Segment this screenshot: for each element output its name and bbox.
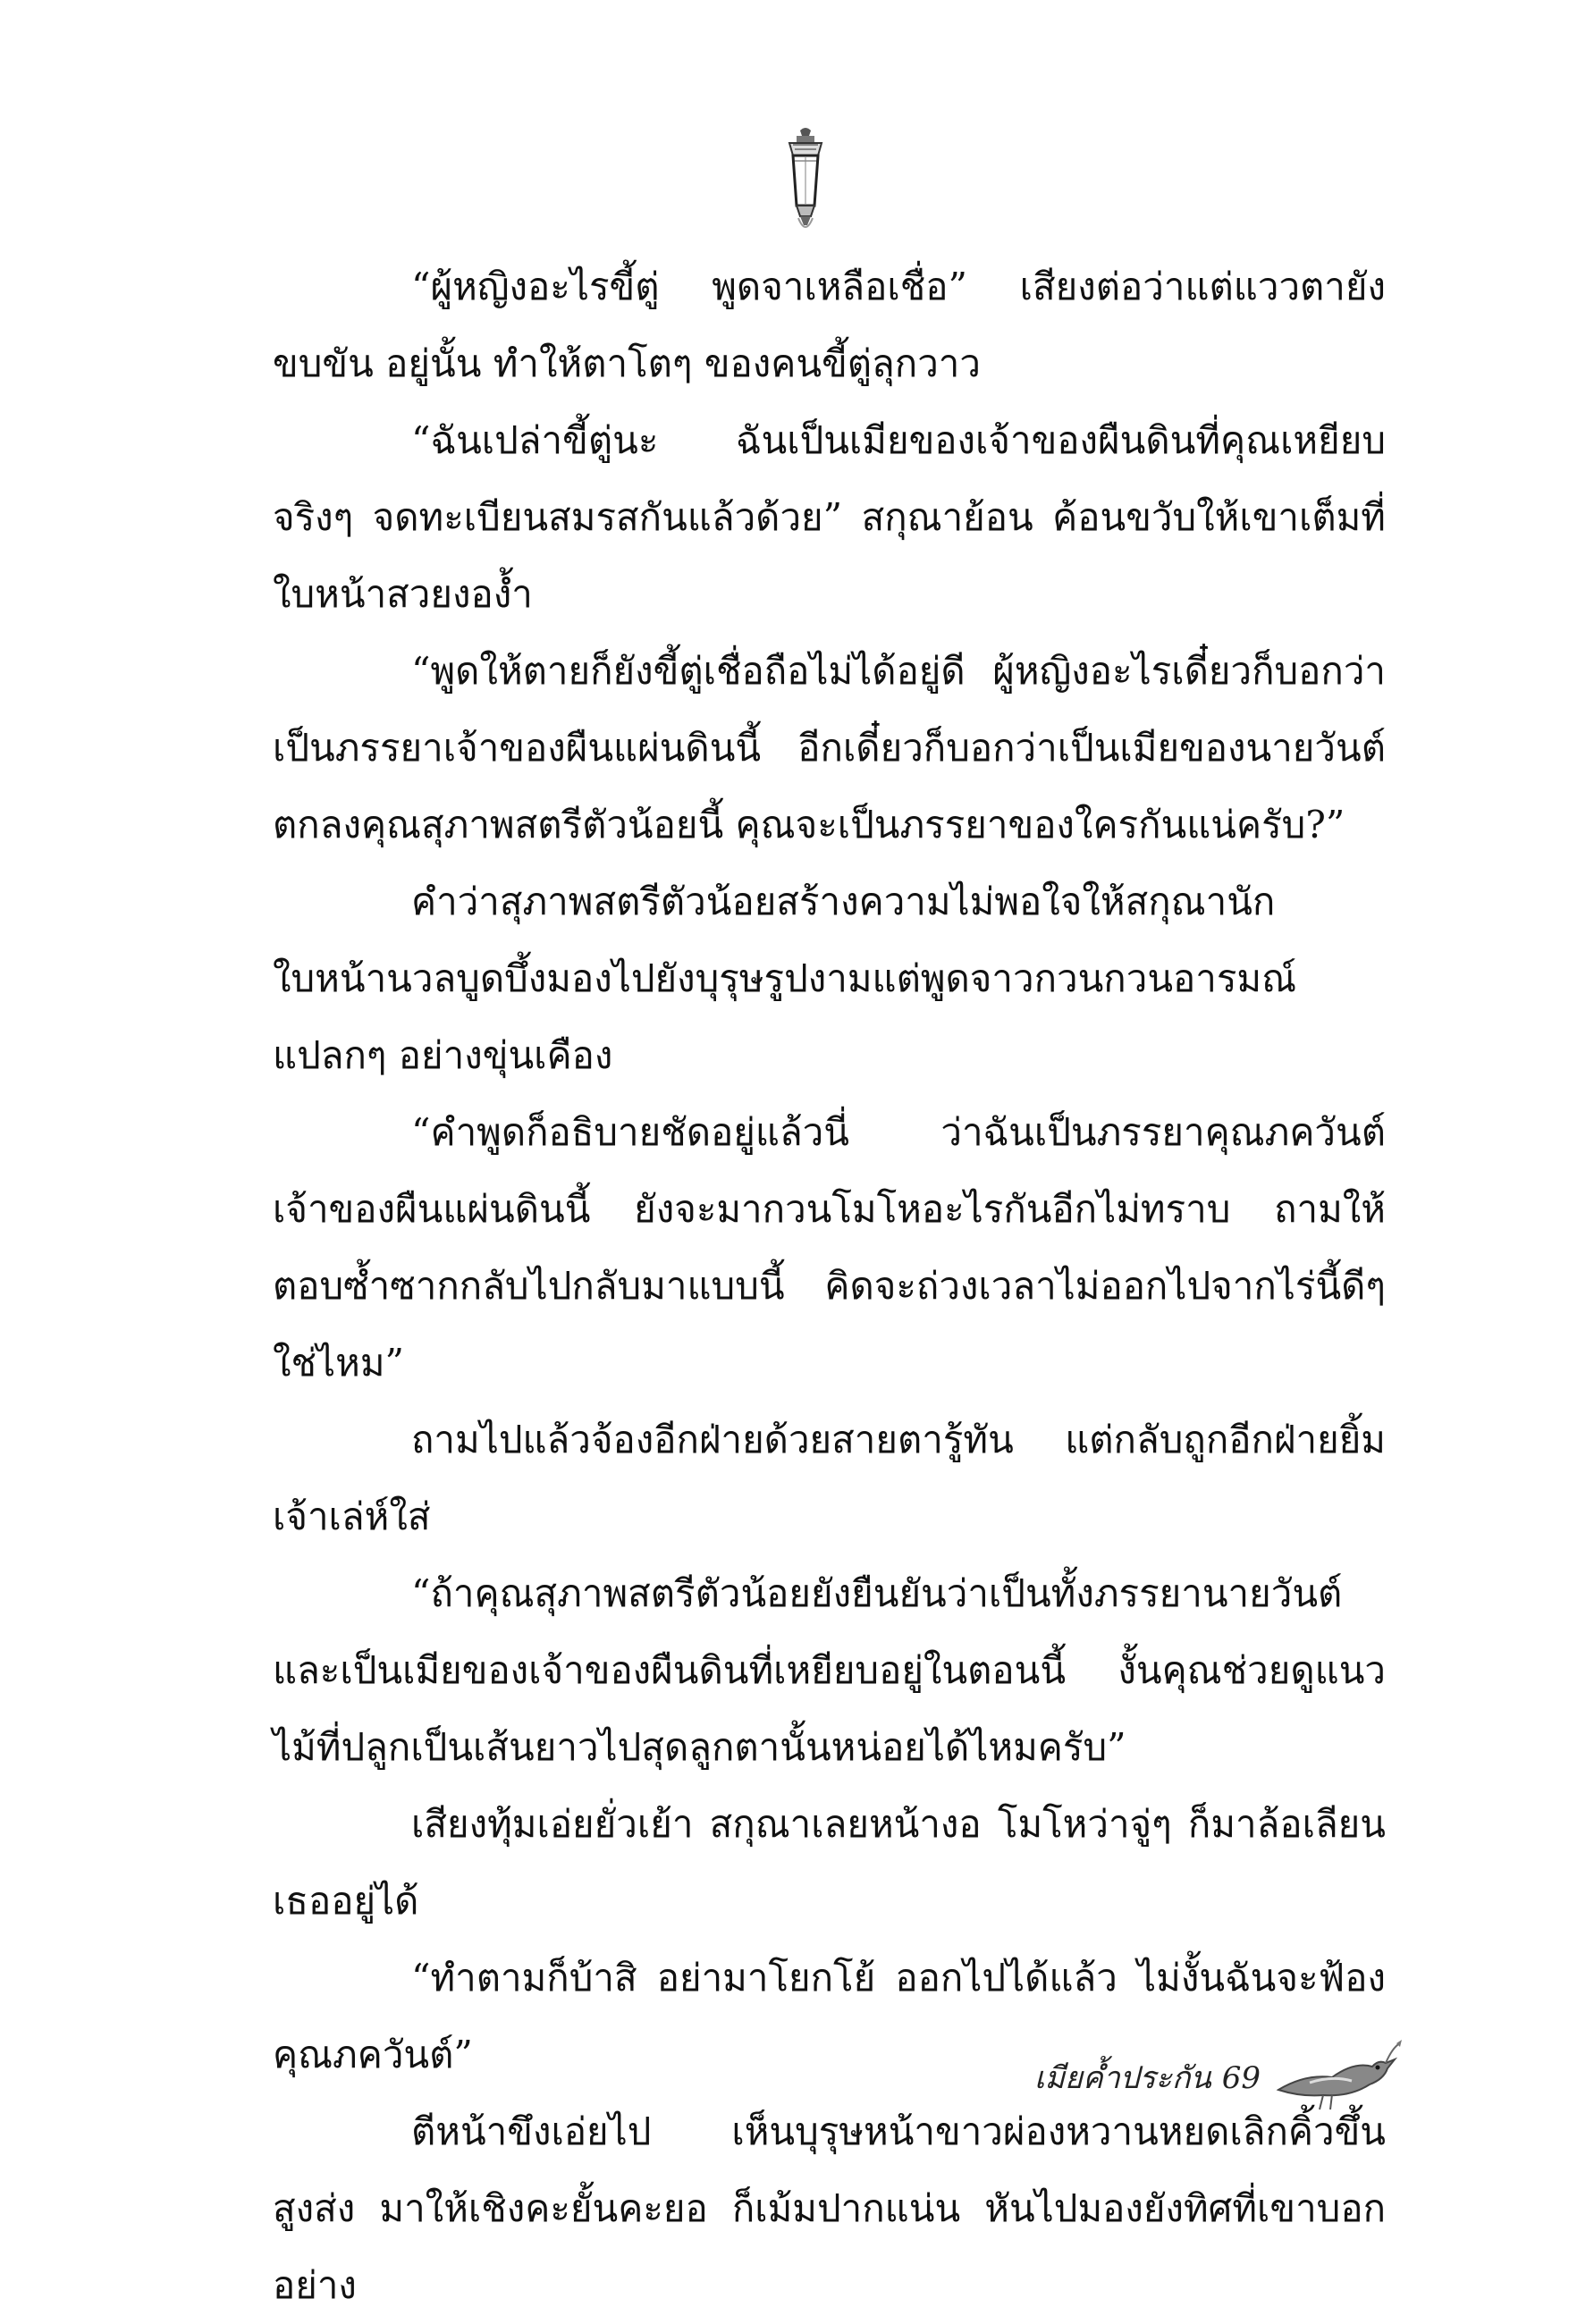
paragraph: “ทำตามก็บ้าสิ อย่ามาโยกโย้ ออกไปได้แล้ว ไม่งั้นฉันจะฟ้อง คุณภควันต์” [273,1956,1386,2076]
lantern-icon [779,125,832,241]
paragraph: ถามไปแล้วจ้องอีกฝ่ายด้วยสายตารู้ทัน แต่กลับถูกอีกฝ่ายยิ้ม เจ้าเล่ห์ใส่ [273,1418,1386,1538]
body-text [273,248,1386,2324]
book-title: เมียค้ำประกัน [1034,2060,1211,2096]
paragraph: “พูดให้ตายก็ยังขี้ตู่เชื่อถือไม่ได้อยู่ดี ผู้หญิงอะไรเดี๋ยวก็บอกว่า เป็นภรรยาเจ้าของผืนแผ่นดินนี้ อีกเดี๋ยวก็บอกว่าเป็นเมียของนายวันต์ ตกลงคุณสุภาพสตรีตัวน้อยนี้ คุณจะเป็นภรรยาของใครกันแน่ครับ?” [273,649,1386,846]
paragraph: “ผู้หญิงอะไรขี้ตู่ พูดจาเหลือเชื่อ” เสียงต่อว่าแต่แววตายังขบขัน อยู่นั้น ทำให้ตาโตๆ ของคนขี้ตู่ลุกวาว [273,265,1386,385]
bird-icon [1269,2038,1404,2118]
footer-text [939,2056,1261,2101]
paragraph: คำว่าสุภาพสตรีตัวน้อยสร้างความไม่พอใจให้สกุณานัก ใบหน้านวลบูดบึ้งมองไปยังบุรุษรูปงามแต่พูดจาวกวนกวนอารมณ์ แปลกๆ อย่างขุ่นเคือง [273,880,1297,1077]
paragraph: เสียงทุ้มเอ่ยยั่วเย้า สกุณาเลยหน้างอ โมโหว่าจู่ๆ ก็มาล้อเลียน เธออยู่ได้ [273,1802,1386,1923]
page-footer [939,2038,1404,2127]
paragraph: ตีหน้าขึงเอ่ยไป เห็นบุรุษหน้าขาวผ่องหวานหยดเลิกคิ้วขึ้นสูงส่ง มาให้เชิงคะยั้นคะยอ ก็เม้มปากแน่น หันไปมองยังทิศที่เขาบอกอย่าง [273,2109,1386,2307]
paragraph: “คำพูดก็อธิบายชัดอยู่แล้วนี่ ว่าฉันเป็นภรรยาคุณภควันต์ เจ้าของผืนแผ่นดินนี้ ยังจะมากวนโมโหอะไรกันอีกไม่ทราบ ถามให้ ตอบซํ้าซากกลับไปกลับมาแบบนี้ คิดจะถ่วงเวลาไม่ออกไปจากไร่นี้ดีๆ ใช่ไหม” [273,1110,1386,1385]
paragraph: “ฉันเปล่าขี้ตู่นะ ฉันเป็นเมียของเจ้าของผืนดินที่คุณเหยียบ จริงๆ จดทะเบียนสมรสกันแล้วด้วย” สกุณาย้อน ค้อนขวับให้เขาเต็มที่ ใบหน้าสวยงองํ้า [273,418,1386,616]
page-number: 69 [1221,2060,1261,2096]
paragraph: “ถ้าคุณสุภาพสตรีตัวน้อยยังยืนยันว่าเป็นทั้งภรรยานายวันต์ และเป็นเมียของเจ้าของผืนดินที่เหยียบอยู่ในตอนนี้ งั้นคุณช่วยดูแนว ไม้ที่ปลูกเป็นเส้นยาวไปสุดลูกตานั้นหน่อยได้ไหมครับ” [273,1571,1386,1769]
